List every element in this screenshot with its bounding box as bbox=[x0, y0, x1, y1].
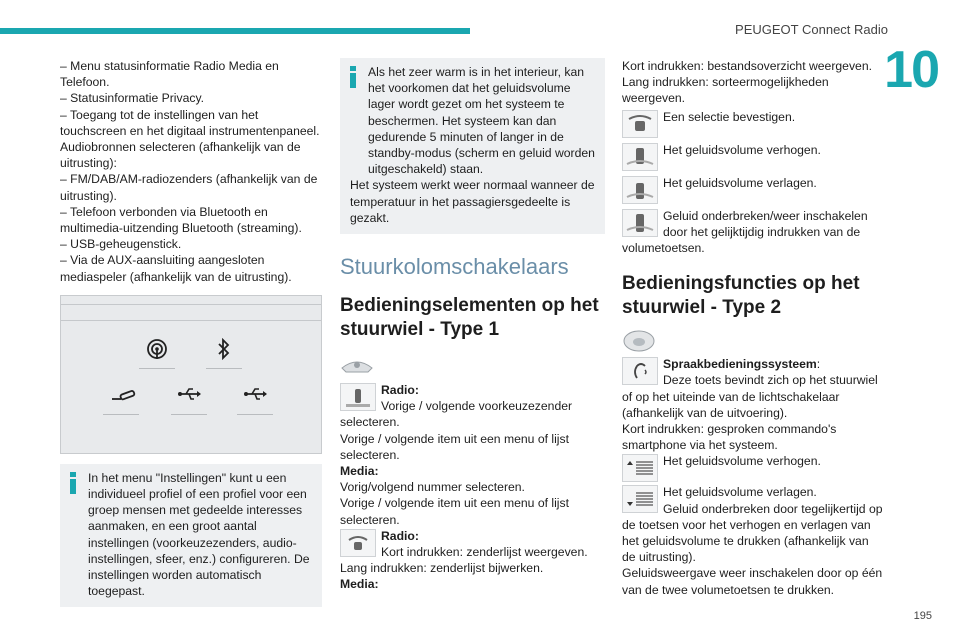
media-source-screen-illustration bbox=[60, 295, 322, 454]
text-line: – Statusinformatie Privacy. bbox=[60, 91, 205, 106]
text-line: Geluid onderbreken/weer inschakelen door het gelijktijdig indrukken van de volumetoetsen. bbox=[622, 208, 868, 256]
usb-icon bbox=[177, 386, 203, 402]
info-note bbox=[340, 58, 605, 234]
section-title: Stuurkolomschakelaars bbox=[340, 254, 569, 280]
header-accent-bar bbox=[0, 28, 470, 34]
switch-icon bbox=[622, 110, 658, 138]
brand-title: PEUGEOT Connect Radio bbox=[735, 22, 888, 37]
text-line: Een selectie bevestigen. bbox=[663, 109, 796, 124]
text-line: Vorig/volgend nummer selecteren. bbox=[340, 480, 525, 495]
text-line: Lang indrukken: zenderlijst bijwerken. bbox=[340, 561, 544, 576]
column-1 bbox=[60, 58, 322, 607]
text-line: Geluid onderbreken door tegelijkertijd op de toetsen voor het verhogen en verlagen van het geluidsvolume te drukken (afhankelijk van de uitrusting). bbox=[622, 501, 883, 565]
text-line: Kort indrukken: gesproken commando's smartphone via het systeem. bbox=[622, 422, 837, 453]
label-voice: Spraakbedieningssysteem bbox=[663, 357, 817, 372]
switch-icon bbox=[340, 529, 376, 557]
radio-icon bbox=[146, 338, 168, 360]
mute-switch-icon bbox=[622, 209, 658, 237]
text-line: Het geluidsvolume verlagen. bbox=[663, 175, 817, 190]
text-line: – Toegang tot de instellingen van het touchscreen en het digitaal instrumentenpaneel. bbox=[60, 107, 320, 138]
column-3: Kort indrukken: bestandsoverzicht weergeven. Lang indrukken: sorteermogelijkheden weergeven. Een selectie bevestigen. Het geluidsvolume verhogen. Het geluidsvolume verlagen. Geluid onderbreken/weer inschakelen door het gelijktijdig indrukken van de volumetoetsen. Bedieningsfuncties op het stuurwiel - Type 2 Spraakbedieningssysteem: Deze toets bevindt zich op het stuurwiel of op het uiteinde van de lichtschakelaar (afhankelijk van de uitvoering). Kort indrukken: gesproken commando's smartphone via het systeem. Het geluidsvolume verhogen. Het geluidsvolume verlagen. Geluid onderbreken door tegelijkertijd op de toetsen voor het verhogen en verlagen van het geluidsvolume te drukken (afhankelijk van de uitrusting). Geluidsweergave weer inschakelen door op één van de twee volumetoetsen te drukken. bbox=[622, 59, 883, 597]
volume-down-switch-icon bbox=[622, 176, 658, 204]
label-radio: Radio: bbox=[381, 528, 419, 543]
text-line: Het geluidsvolume verhogen. bbox=[663, 142, 821, 157]
voice-command-icon bbox=[622, 357, 658, 385]
text-line: Vorige / volgende item uit een menu of lijst selecteren. bbox=[340, 496, 569, 527]
text-line: – FM/DAB/AM-radiozenders (afhankelijk van de uitrusting). bbox=[60, 172, 318, 203]
text-line: Deze toets bevindt zich op het stuurwiel of op het uiteinde van de lichtschakelaar (afhankelijk van de uitvoering). bbox=[622, 373, 878, 420]
info-icon bbox=[70, 472, 76, 494]
section-heading: Bedieningsfuncties op het stuurwiel - Type 2 bbox=[622, 273, 860, 319]
bluetooth-icon bbox=[217, 338, 231, 360]
volume-up-button-icon bbox=[622, 454, 658, 482]
volume-down-button-icon bbox=[622, 485, 658, 513]
note-text: In het menu "Instellingen" kunt u een individueel profiel of een profiel voor een groep mensen met gedeelde interesses aanmaken, en een groot aantal instellingen (voorkeuzezenders, audio-instellingen, sfeer, enz.) configureren. De instellingen worden automatisch toegepast. bbox=[88, 470, 310, 599]
text-line: – Telefoon verbonden via Bluetooth en multimedia-uitzending Bluetooth (streaming). bbox=[60, 204, 302, 236]
text-line: Kort indrukken: bestandsoverzicht weergeven. bbox=[622, 59, 872, 73]
info-note bbox=[60, 464, 322, 608]
text-line: Audiobronnen selecteren (afhankelijk van de uitrusting): bbox=[60, 140, 301, 171]
aux-icon bbox=[111, 388, 137, 402]
text-line: Lang indrukken: sorteermogelijkheden weergeven. bbox=[622, 75, 829, 106]
volume-up-switch-icon bbox=[622, 143, 658, 171]
text-line: Vorige / volgende item uit een menu of lijst selecteren. bbox=[340, 431, 569, 462]
text-line: Het geluidsvolume verlagen. bbox=[663, 485, 817, 500]
text-line: Kort indrukken: zenderlijst weergeven. bbox=[381, 545, 588, 560]
text-line: – USB-geheugenstick. bbox=[60, 237, 182, 252]
label-radio: Radio: bbox=[381, 383, 419, 398]
note-text: Als het zeer warm is in het interieur, kan het voorkomen dat het geluidsvolume lager wordt gezet om het systeem te beschermen. Het systeem kan dan gedurende 5 minuten of langer in de standby-modus (scherm en geluid worden uitgeschakeld) staan. bbox=[368, 65, 595, 177]
section-heading: Bedieningselementen op het stuurwiel - Type 1 bbox=[340, 295, 599, 341]
text-line: – Via de AUX-aansluiting aangesloten mediaspeler (afhankelijk van de uitrusting). bbox=[60, 253, 292, 284]
label-media: Media: bbox=[340, 577, 379, 592]
label-media: Media: bbox=[340, 464, 379, 479]
divider bbox=[61, 320, 321, 321]
note-text: Het systeem werkt weer normaal wanneer de temperatuur in het passagiersgedeelte is gezakt. bbox=[350, 178, 595, 225]
switch-icon bbox=[340, 383, 376, 411]
info-icon bbox=[350, 66, 356, 88]
page-number: 195 bbox=[913, 610, 932, 622]
text-line: – Menu statusinformatie Radio Media en Telefoon. bbox=[60, 59, 279, 90]
steering-wheel-control-icon bbox=[340, 354, 374, 374]
text-line: Vorige / volgende voorkeuzezender selecteren. bbox=[340, 399, 573, 430]
chapter-number: 10 bbox=[884, 41, 938, 99]
column-2 bbox=[340, 58, 605, 593]
usb-icon bbox=[243, 386, 269, 402]
text-line: Geluidsweergave weer inschakelen door op één van de twee volumetoetsen te drukken. bbox=[622, 566, 883, 597]
steering-wheel-icon bbox=[622, 330, 656, 352]
divider bbox=[61, 304, 321, 305]
text-line: Het geluidsvolume verhogen. bbox=[663, 454, 821, 469]
